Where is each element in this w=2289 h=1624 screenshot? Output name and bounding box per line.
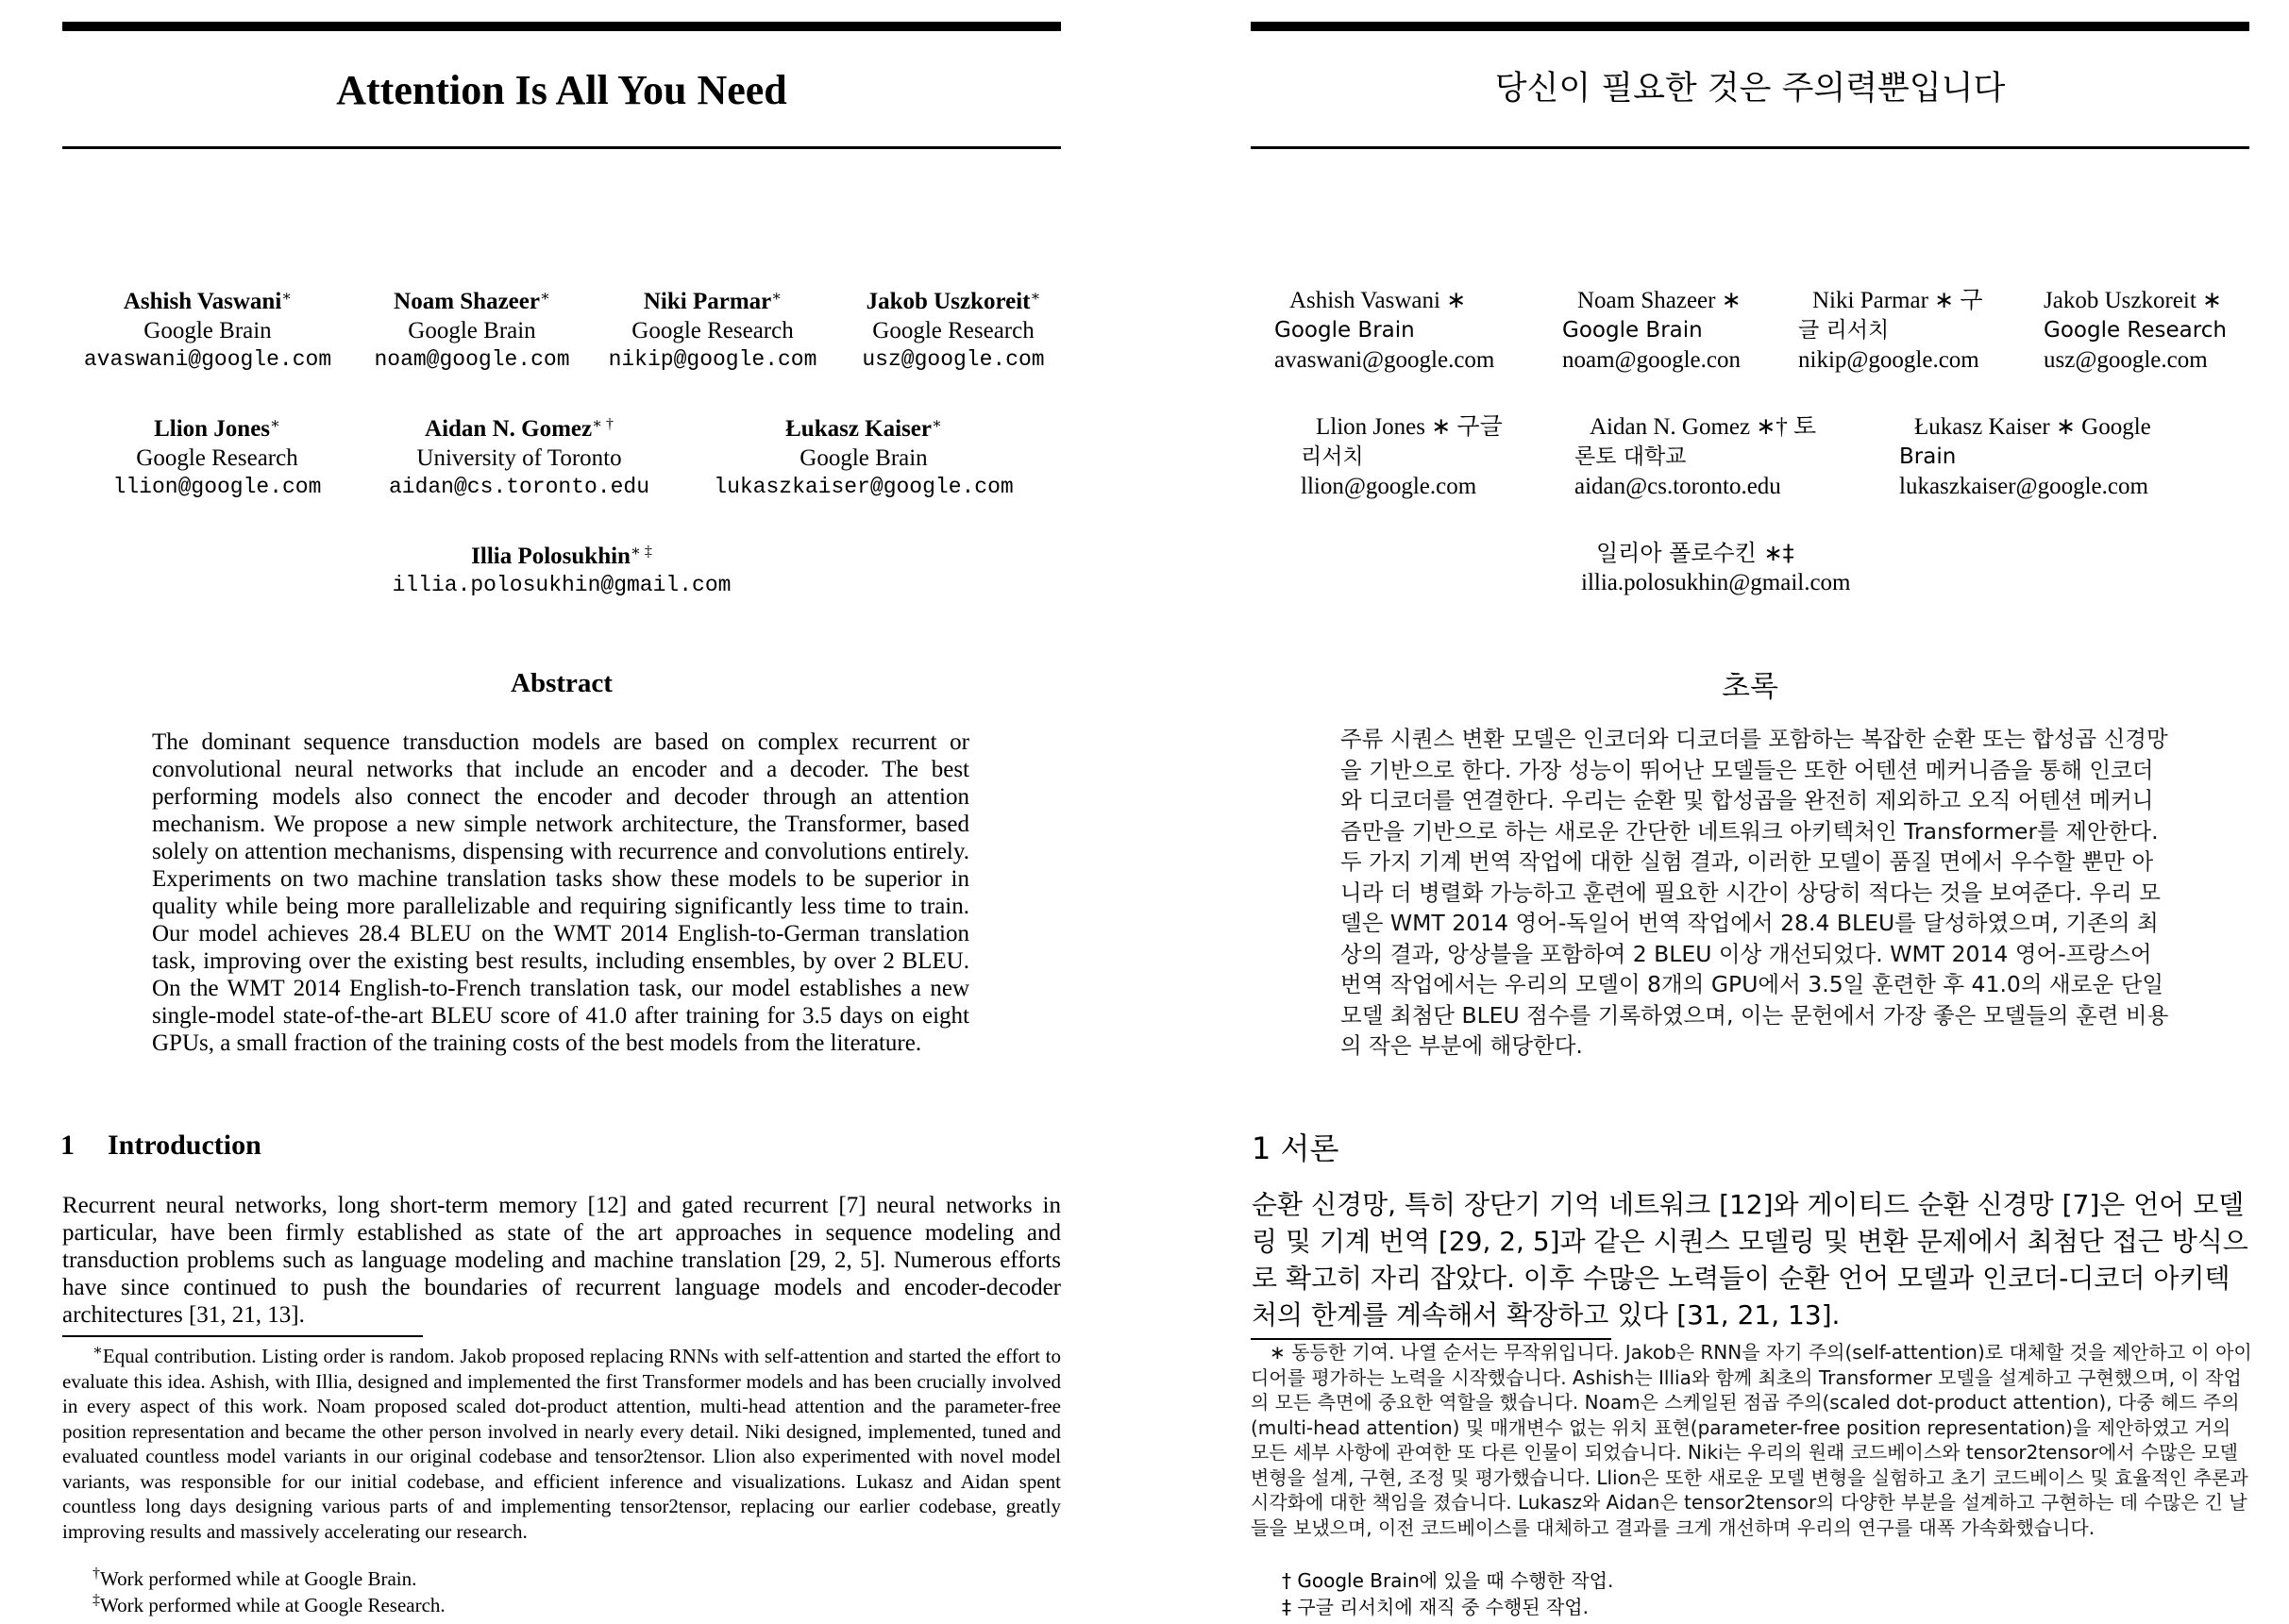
author-email: nikip@google.com bbox=[1798, 347, 1979, 373]
author-block bbox=[1899, 412, 2211, 501]
author-email: avaswani@google.com bbox=[83, 347, 332, 372]
author-affiliation: Google Research bbox=[631, 318, 794, 343]
footnote-rule bbox=[62, 1335, 423, 1337]
author-affiliation: Google Brain bbox=[143, 318, 272, 343]
author-affiliation: Brain bbox=[1899, 444, 1957, 469]
title-top-rule bbox=[1251, 22, 2249, 31]
author-affiliation: University of Toronto bbox=[416, 445, 622, 471]
author-email: illia.polosukhin@gmail.com bbox=[392, 573, 732, 597]
author-email: illia.polosukhin@gmail.com bbox=[1581, 570, 1851, 595]
title-bottom-rule bbox=[62, 146, 1061, 149]
author-email: lukaszkaiser@google.com bbox=[1899, 474, 2148, 499]
korean-page bbox=[1227, 0, 2289, 1624]
paper-title: Attention Is All You Need bbox=[336, 67, 787, 113]
author-email: nikip@google.com bbox=[608, 347, 817, 372]
author-affiliation: Google Brain bbox=[799, 445, 928, 471]
footnote-google-research: ‡Work performed while at Google Research. bbox=[93, 1592, 446, 1616]
author-name: Illia Polosukhin∗ ‡ bbox=[471, 544, 652, 569]
author-email: llion@google.com bbox=[112, 475, 322, 499]
author-block bbox=[359, 287, 585, 375]
paper-title: 당신이 필요한 것은 주의력뿐입니다 bbox=[1494, 70, 2006, 108]
section-title: Introduction bbox=[108, 1130, 261, 1161]
author-email: usz@google.com bbox=[2044, 347, 2208, 373]
author-affiliation: Google Brain bbox=[1562, 318, 1703, 343]
author-affiliation: Google Research bbox=[872, 318, 1035, 343]
author-name: Niki Parmar ∗ 구 bbox=[1812, 288, 1983, 313]
section-heading: 1 서론 bbox=[1252, 1130, 1339, 1166]
abstract-text: The dominant sequence transduction models are based on complex recurrent or convolutional neural networks that include an encoder and a decoder. The best performing models also connect the encoder and decoder through an attention mechanism. We propose a new simple network architecture, the Transformer, based solely on attention mechanisms, dispensing with recurrence and convolutions entirely. Experiments on two machine translation tasks show these models to be superior in quality while being more parallelizable and requiring significantly less time to train. Our model achieves 28.4 BLEU on the WMT 2014 English-to-German translation task, improving over the existing best results, including ensembles, by over 2 BLEU. On the WMT 2014 English-to-French translation task, our model establishes a new single-model state-of-the-art BLEU score of 41.0 after training for 3.5 days on eight GPUs, a small fraction of the training costs of the best models from the literature. bbox=[152, 729, 969, 1056]
author-name: Llion Jones∗ bbox=[154, 416, 280, 442]
footnote-google-brain: †Work performed while at Google Brain. bbox=[93, 1565, 417, 1590]
author-block bbox=[378, 414, 661, 502]
author-name: Jakob Uszkoreit ∗ bbox=[2044, 288, 2222, 313]
author-block bbox=[1301, 412, 1527, 501]
abstract-text: 주류 시퀀스 변환 모델은 인코더와 디코더를 포함하는 복잡한 순환 또는 합성곱 신경망을 기반으로 한다. 가장 성능이 뛰어난 모델들은 또한 어텐션 메커니즘을 통해 인코더와 디코더를 연결한다. 우리는 순환 및 합성곱을 완전히 제외하고 오직 어텐션 메커니즘만을 기반으로 하는 새로운 간단한 네트워크 아키텍처인 Transformer를 제안한다. 두 가지 기계 번역 작업에 대한 실험 결과, 이러한 모델이 품질 면에서 우수할 뿐만 아니라 더 병렬화 가능하고 훈련에 필요한 시간이 상당히 적다는 것을 보여준다. 우리 모델은 WMT 2014 영어-독일어 번역 작업에서 28.4 BLEU를 달성하였으며, 기존의 최상의 결과, 앙상블을 포함하여 2 BLEU 이상 개선되었다. WMT 2014 영어-프랑스어 번역 작업에서는 우리의 모델이 8개의 GPU에서 3.5일 훈련한 후 41.0의 새로운 단일 모델 최첨단 BLEU 점수를 기록하였으며, 이는 문헌에서 가장 좋은 모델들의 훈련 비용의 작은 부분에 해당한다. bbox=[1340, 726, 2169, 1059]
section-number: 1 bbox=[60, 1130, 75, 1161]
author-block bbox=[1274, 286, 1529, 375]
author-block bbox=[1581, 539, 1921, 597]
author-email: aidan@cs.toronto.edu bbox=[1574, 474, 1781, 499]
introduction-text: 순환 신경망, 특히 장단기 기억 네트워크 [12]와 게이티드 순환 신경망 [7]은 언어 모델링 및 기계 번역 [29, 2, 5]과 같은 시퀀스 모델링 및 변환 문제에서 최첨단 접근 방식으로 확고히 자리 잡았다. 이후 수많은 노력들이 순환 언어 모델과 인코더-디코더 아키텍처의 한계를 계속해서 확장하고 있다 [31, 21, 13]. bbox=[1252, 1189, 2248, 1331]
author-name: Llion Jones ∗ 구글 bbox=[1316, 414, 1503, 440]
author-affiliation: Google Brain bbox=[1274, 318, 1415, 343]
introduction-text: Recurrent neural networks, long short-term memory [12] and gated recurrent [7] neural networks in particular, have been firmly established as state of the art approaches in sequence modeling and transduction problems such as language modeling and machine translation [29, 2, 5]. Numerous efforts have since continued to push the boundaries of recurrent language models and encoder-decoder architectures [31, 21, 13]. bbox=[62, 1193, 1061, 1328]
author-email: llion@google.com bbox=[1301, 474, 1477, 499]
author-affiliation: Google Brain bbox=[408, 318, 536, 343]
author-block bbox=[595, 287, 831, 375]
author-email: usz@google.com bbox=[862, 347, 1045, 372]
footnote-google-research: ‡ 구글 리서치에 재직 중 수행된 작업. bbox=[1282, 1596, 1589, 1618]
author-name: Aidan N. Gomez∗ † bbox=[425, 416, 614, 442]
author-email: noam@google.con bbox=[1562, 347, 1741, 373]
author-name: Aidan N. Gomez ∗† 토 bbox=[1590, 414, 1817, 440]
footnote-google-brain: † Google Brain에 있을 때 수행한 작업. bbox=[1282, 1569, 1614, 1592]
author-block bbox=[2044, 286, 2270, 375]
author-affiliation: 글 리서치 bbox=[1798, 318, 1890, 343]
title-bottom-rule bbox=[1251, 146, 2249, 149]
author-block bbox=[359, 542, 765, 600]
author-affiliation: 리서치 bbox=[1301, 444, 1364, 469]
abstract-heading: Abstract bbox=[511, 668, 613, 698]
author-block bbox=[76, 287, 340, 375]
author-block bbox=[840, 287, 1067, 375]
author-block bbox=[698, 414, 1029, 502]
abstract-heading: 초록 bbox=[1722, 670, 1778, 704]
author-email: aidan@cs.toronto.edu bbox=[388, 475, 650, 499]
author-name: Ashish Vaswani∗ bbox=[123, 289, 293, 314]
author-block bbox=[1562, 286, 1779, 375]
author-name: Jakob Uszkoreit∗ bbox=[866, 289, 1041, 314]
author-name: Ashish Vaswani ∗ bbox=[1289, 288, 1467, 313]
author-name: Łukasz Kaiser∗ bbox=[785, 416, 942, 442]
author-email: avaswani@google.com bbox=[1274, 347, 1495, 373]
title-top-rule bbox=[62, 22, 1061, 31]
english-page bbox=[0, 0, 1086, 1624]
author-block bbox=[1798, 286, 2025, 375]
author-name: Noam Shazeer ∗ bbox=[1577, 288, 1742, 313]
author-affiliation: Google Research bbox=[136, 445, 298, 471]
author-block bbox=[94, 414, 340, 502]
footnote-contribution: ∗Equal contribution. Listing order is random. Jakob proposed replacing RNNs with self-attention and started the effort to evaluate this idea. Ashish, with Illia, designed and implemented the first Transformer models and has been crucially involved in every aspect of this work. Noam proposed scaled dot-product attention, multi-head attention and the parameter-free position representation and became the other person involved in nearly every detail. Niki designed, implemented, tuned and evaluated countless model variants in our original codebase and tensor2tensor. Llion also experimented with novel model variants, was responsible for our initial codebase, and efficient inference and visualizations. Lukasz and Aidan spent countless long days designing various parts of and implementing tensor2tensor, replacing our earlier codebase, greatly improving results and massively accelerating our research. bbox=[62, 1343, 1061, 1543]
author-block bbox=[1574, 412, 1858, 501]
author-name: Łukasz Kaiser ∗ Google bbox=[1914, 414, 2151, 440]
author-affiliation: 론토 대학교 bbox=[1574, 444, 1687, 469]
author-name: Noam Shazeer∗ bbox=[394, 289, 550, 314]
author-email: lukaszkaiser@google.com bbox=[714, 475, 1014, 499]
author-name: 일리아 폴로수킨 ∗‡ bbox=[1596, 540, 1794, 566]
author-name: Niki Parmar∗ bbox=[643, 289, 783, 314]
section-heading bbox=[60, 1130, 261, 1162]
author-email: noam@google.com bbox=[374, 347, 570, 372]
footnote-contribution: ∗ 동등한 기여. 나열 순서는 무작위입니다. Jakob은 RNN을 자기 주의(self-attention)로 대체할 것을 제안하고 이 아이디어를 평가하는 노력을 시작했습니다. Ashish는 Illia와 함께 최초의 Transformer 모델을 설계하고 구현했으며, 이 작업의 모든 측면에 중요한 역할을 했습니다. Noam은 스케일된 점곱 주의(scaled dot-product attention), 다중 헤드 주의(multi-head attention) 및 매개변수 없는 위치 표현(parameter-free position representation)을 제안하였고 거의 모든 세부 사항에 관여한 또 다른 인물이 되었습니다. Niki는 우리의 원래 코드베이스와 tensor2tensor에서 수많은 모델 변형을 설계, 구현, 조정 및 평가했습니다. Llion은 또한 새로운 모델 변형을 실험하고 초기 코드베이스 및 효율적인 추론과 시각화에 대한 책임을 졌습니다. Lukasz와 Aidan은 tensor2tensor의 다양한 부분을 설계하고 구현하는 데 수많은 긴 날들을 보냈으며, 이전 코드베이스를 대체하고 결과를 크게 개선하며 우리의 연구를 대폭 가속화했습니다. bbox=[1251, 1341, 2252, 1539]
author-affiliation: Google Research bbox=[2044, 318, 2227, 343]
